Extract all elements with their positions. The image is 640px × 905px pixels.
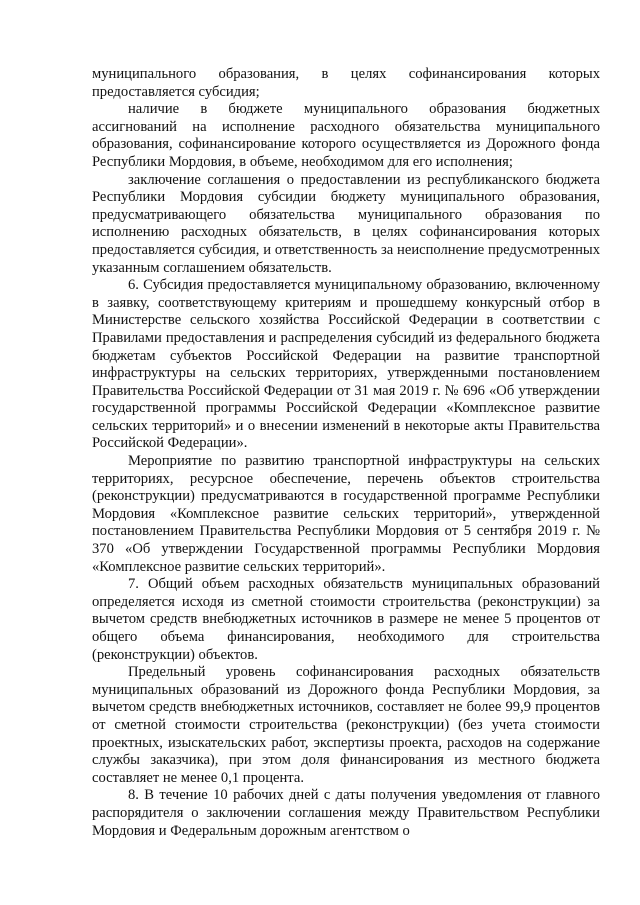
paragraph-item-8: 8. В течение 10 рабочих дней с даты получения уведомления от главного распорядителя о заключении соглашения между Правительством Республики Мордовия и Федеральным дорожным агентством о: [92, 787, 600, 839]
paragraph-agreement-condition: заключение соглашения о предоставлении из республиканского бюджета Республики Мордовия субсидии бюджету муниципального образования, предусматривающего обязательства муниципального образования по исполнению расходных обязательств, в целях софинансирования которых предоставляется субсидия, и ответственность за неисполнение предусмотренных указанным соглашением обязательств.: [92, 171, 600, 276]
paragraph-cofinancing-limit: Предельный уровень софинансирования расходных обязательств муниципальных образований из Дорожного фонда Республики Мордовия, за вычетом средств внебюджетных источников, составляет не более 99,9 процентов от сметной стоимости строительства (реконструкции) (без учета стоимости проектных, изыскательских работ, экспертизы проекта, расходов на содержание службы заказчика), при этом доля финансирования из местного бюджета составляет не менее 0,1 процента.: [92, 664, 600, 786]
document-body: [92, 66, 600, 840]
paragraph-item-7: 7. Общий объем расходных обязательств муниципальных образований определяется исходя из сметной стоимости строительства (реконструкции) за вычетом средств внебюджетных источников в размере не менее 5 процентов от общего объема финансирования, необходимого для строительства (реконструкции) объектов.: [92, 576, 600, 663]
paragraph-1-continuation: муниципального образования, в целях софинансирования которых предоставляется субсидия;: [92, 66, 600, 100]
paragraph-item-6: 6. Субсидия предоставляется муниципальному образованию, включенному в заявку, соответствующему критериям и прошедшему конкурсный отбор в Министерстве сельского хозяйства Российской Федерации в соответствии с Правилами предоставления и распределения субсидий из федерального бюджета бюджетам субъектов Российской Федерации на развитие транспортной инфраструктуры на сельских территориях, утвержденными постановлением Правительства Российской Федерации от 31 мая 2019 г. № 696 «Об утверждении государственной программы Российской Федерации «Комплексное развитие сельских территорий» и о внесении изменений в некоторые акты Правительства Российской Федерации».: [92, 277, 600, 452]
paragraph-transport-infrastructure: Мероприятие по развитию транспортной инфраструктуры на сельских территориях, ресурсное обеспечение, перечень объектов строительства (реконструкции) предусматриваются в государственной программе Республики Мордовия «Комплексное развитие сельских территорий», утвержденной постановлением Правительства Республики Мордовия от 5 сентября 2019 г. № 370 «Об утверждении Государственной программы Республики Мордовия «Комплексное развитие сельских территорий».: [92, 453, 600, 575]
paragraph-budget-allocation: наличие в бюджете муниципального образования бюджетных ассигнований на исполнение расходного обязательства муниципального образования, софинансирование которого осуществляется из Дорожного фонда Республики Мордовия, в объеме, необходимом для его исполнения;: [92, 101, 600, 170]
